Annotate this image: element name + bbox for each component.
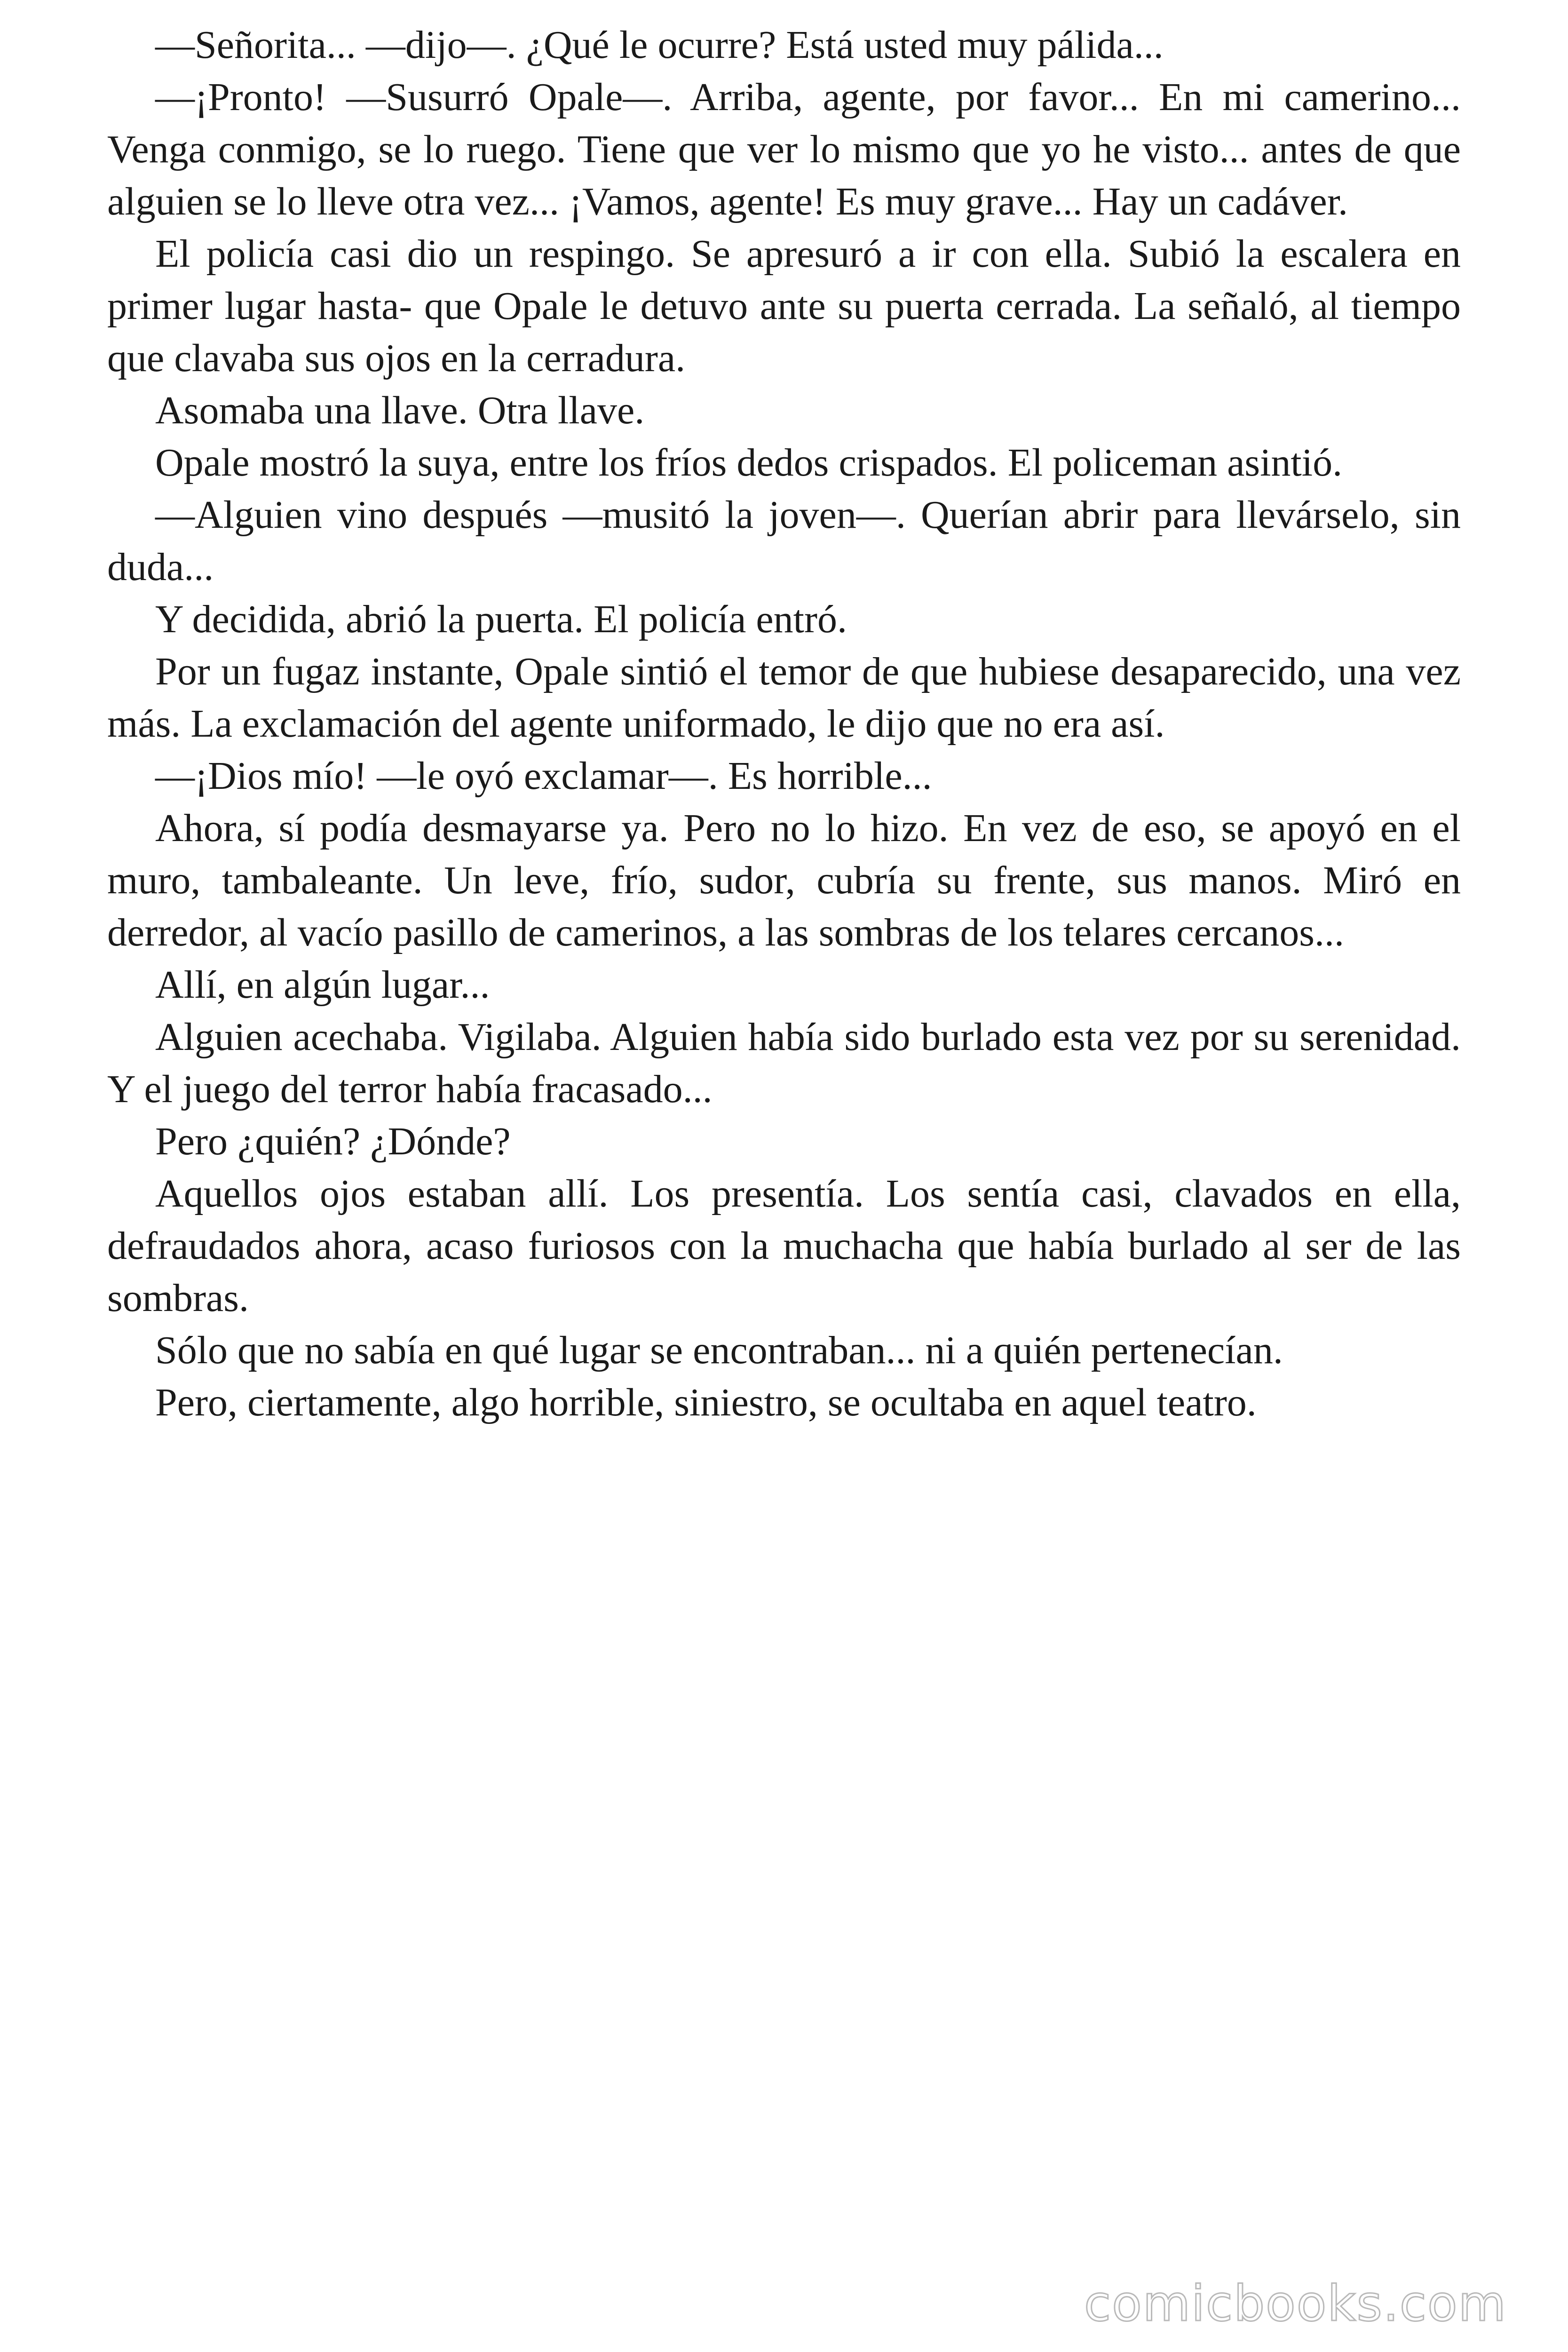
paragraph: El policía casi dio un respingo. Se apresuró a ir con ella. Subió la escalera en primer lugar hasta- que Opale le detuvo ante su puerta cerrada. La señaló, al tiempo que clavaba sus ojos en la cerradura.	[107, 232, 1461, 380]
body-text	[107, 19, 1461, 1429]
paragraph: Aquellos ojos estaban allí. Los presentía. Los sentía casi, clavados en ella, defraudados ahora, acaso furiosos con la muchacha que había burlado al ser de las sombras.	[107, 1172, 1461, 1320]
paragraph: Asomaba una llave. Otra llave.	[155, 389, 645, 432]
paragraph: —Señorita... —dijo—. ¿Qué le ocurre? Está usted muy pálida...	[155, 23, 1164, 67]
paragraph: Sólo que no sabía en qué lugar se encontraban... ni a quién pertenecían.	[155, 1328, 1283, 1372]
paragraph: Opale mostró la suya, entre los fríos dedos crispados. El policeman asintió.	[155, 441, 1343, 485]
watermark: comicbooks.com	[1084, 2275, 1507, 2332]
paragraph: —¡Dios mío! —le oyó exclamar—. Es horrible...	[155, 754, 932, 798]
paragraph: —Alguien vino después —musitó la joven—. Querían abrir para llevárselo, sin duda...	[107, 493, 1461, 589]
paragraph: Ahora, sí podía desmayarse ya. Pero no lo hizo. En vez de eso, se apoyó en el muro, tambaleante. Un leve, frío, sudor, cubría su frente, sus manos. Miró en derredor, al vacío pasillo de camerinos, a las sombras de los telares cercanos...	[107, 806, 1461, 954]
paragraph: Alguien acechaba. Vigilaba. Alguien había sido burlado esta vez por su serenidad. Y el juego del terror había fracasado...	[107, 1015, 1461, 1111]
paragraph: Allí, en algún lugar...	[155, 963, 490, 1007]
paragraph: Pero, ciertamente, algo horrible, siniestro, se ocultaba en aquel teatro.	[155, 1381, 1257, 1424]
paragraph: Por un fugaz instante, Opale sintió el temor de que hubiese desaparecido, una vez más. La exclamación del agente uniformado, le dijo que no era así.	[107, 650, 1461, 746]
paragraph: Pero ¿quién? ¿Dónde?	[155, 1120, 511, 1163]
paragraph: —¡Pronto! —Susurró Opale—. Arriba, agente, por favor... En mi camerino... Venga conmigo, se lo ruego. Tiene que ver lo mismo que yo he visto... antes de que alguien se lo lleve otra vez... ¡Vamos, agente! Es muy grave... Hay un cadáver.	[107, 75, 1461, 223]
paragraph: Y decidida, abrió la puerta. El policía entró.	[155, 597, 847, 641]
